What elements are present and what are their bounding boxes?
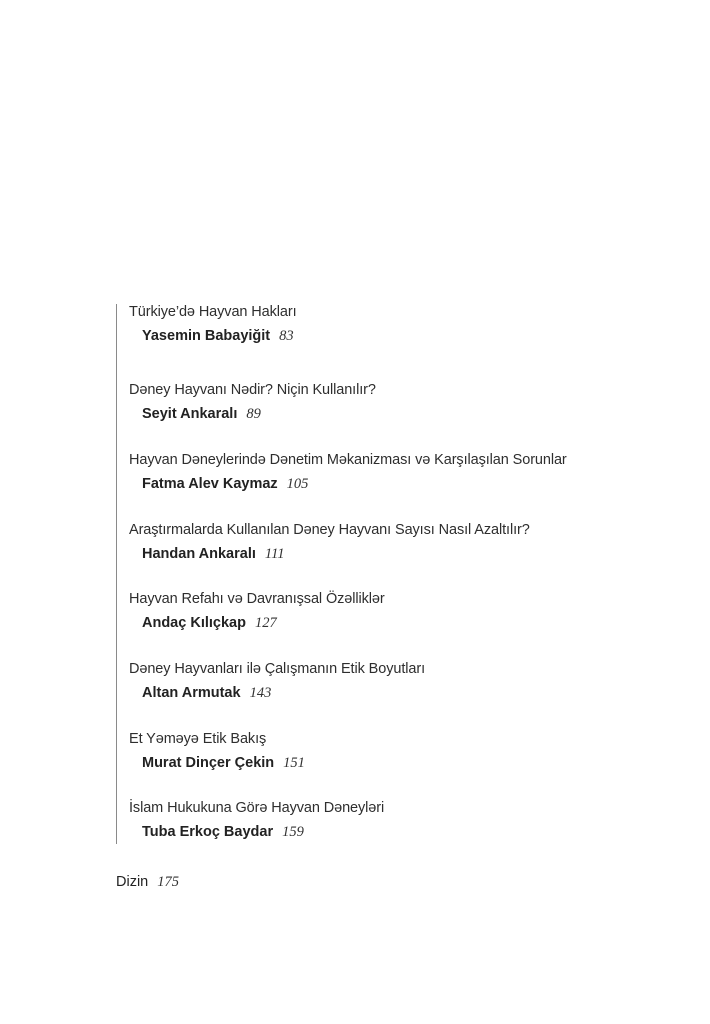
author-line bbox=[129, 545, 689, 563]
chapter-author: Handan Ankaralı bbox=[142, 546, 256, 562]
toc-entry[interactable] bbox=[129, 660, 689, 702]
toc-entry[interactable] bbox=[129, 521, 689, 563]
page-number: 105 bbox=[286, 476, 309, 492]
index-entry[interactable] bbox=[116, 873, 179, 891]
toc-entry[interactable] bbox=[129, 303, 689, 345]
toc-entry[interactable] bbox=[129, 451, 689, 493]
chapter-author: Tuba Erkoç Baydar bbox=[142, 824, 274, 840]
page-number: 89 bbox=[246, 406, 261, 422]
chapter-title: Hayvan Dəneylerində Dənetim Məkanizması və Karşılaşılan Sorunlar bbox=[129, 452, 567, 468]
toc-entry[interactable] bbox=[129, 730, 689, 772]
page-number: 111 bbox=[264, 546, 285, 562]
chapter-title: Türkiye’də Hayvan Hakları bbox=[129, 304, 297, 320]
page-number: 159 bbox=[282, 824, 304, 840]
author-line bbox=[129, 754, 689, 772]
chapter-title: Dəney Hayvanı Nədir? Niçin Kullanılır? bbox=[129, 382, 376, 398]
chapter-author: Fatma Alev Kaymaz bbox=[142, 476, 278, 492]
chapter-title: İslam Hukukuna Görə Hayvan Dəneyləri bbox=[129, 800, 385, 816]
chapter-author: Yasemin Babayiğit bbox=[142, 328, 271, 344]
author-line bbox=[129, 475, 689, 493]
chapter-title: Dəney Hayvanları ilə Çalışmanın Etik Boyutları bbox=[129, 661, 425, 677]
chapter-author: Altan Armutak bbox=[142, 685, 241, 701]
chapter-title: Hayvan Refahı və Davranışsal Özəlliklər bbox=[129, 591, 385, 607]
page-number: 151 bbox=[283, 755, 305, 771]
page-number: 143 bbox=[249, 685, 272, 701]
author-line bbox=[129, 614, 689, 632]
toc-entry[interactable] bbox=[129, 381, 689, 423]
chapter-title: Et Yəməyə Etik Bakış bbox=[129, 731, 267, 747]
toc-entry[interactable] bbox=[129, 590, 689, 632]
author-line bbox=[129, 684, 689, 702]
index-label: Dizin bbox=[116, 874, 149, 890]
chapter-title: Araştırmalarda Kullanılan Dəney Hayvanı Sayısı Nasıl Azaltılır? bbox=[129, 522, 530, 538]
chapter-author: Murat Dinçer Çekin bbox=[142, 755, 275, 771]
author-line bbox=[129, 327, 689, 345]
page-number: 83 bbox=[279, 328, 294, 344]
chapter-author: Seyit Ankaralı bbox=[142, 406, 238, 422]
author-line bbox=[129, 405, 689, 423]
author-line bbox=[129, 823, 689, 841]
toc-entry[interactable] bbox=[129, 799, 689, 841]
chapter-author: Andaç Kılıçkap bbox=[142, 615, 246, 631]
toc-vertical-rule bbox=[116, 304, 117, 844]
index-page-number: 175 bbox=[157, 874, 179, 890]
page-number: 127 bbox=[254, 615, 277, 631]
